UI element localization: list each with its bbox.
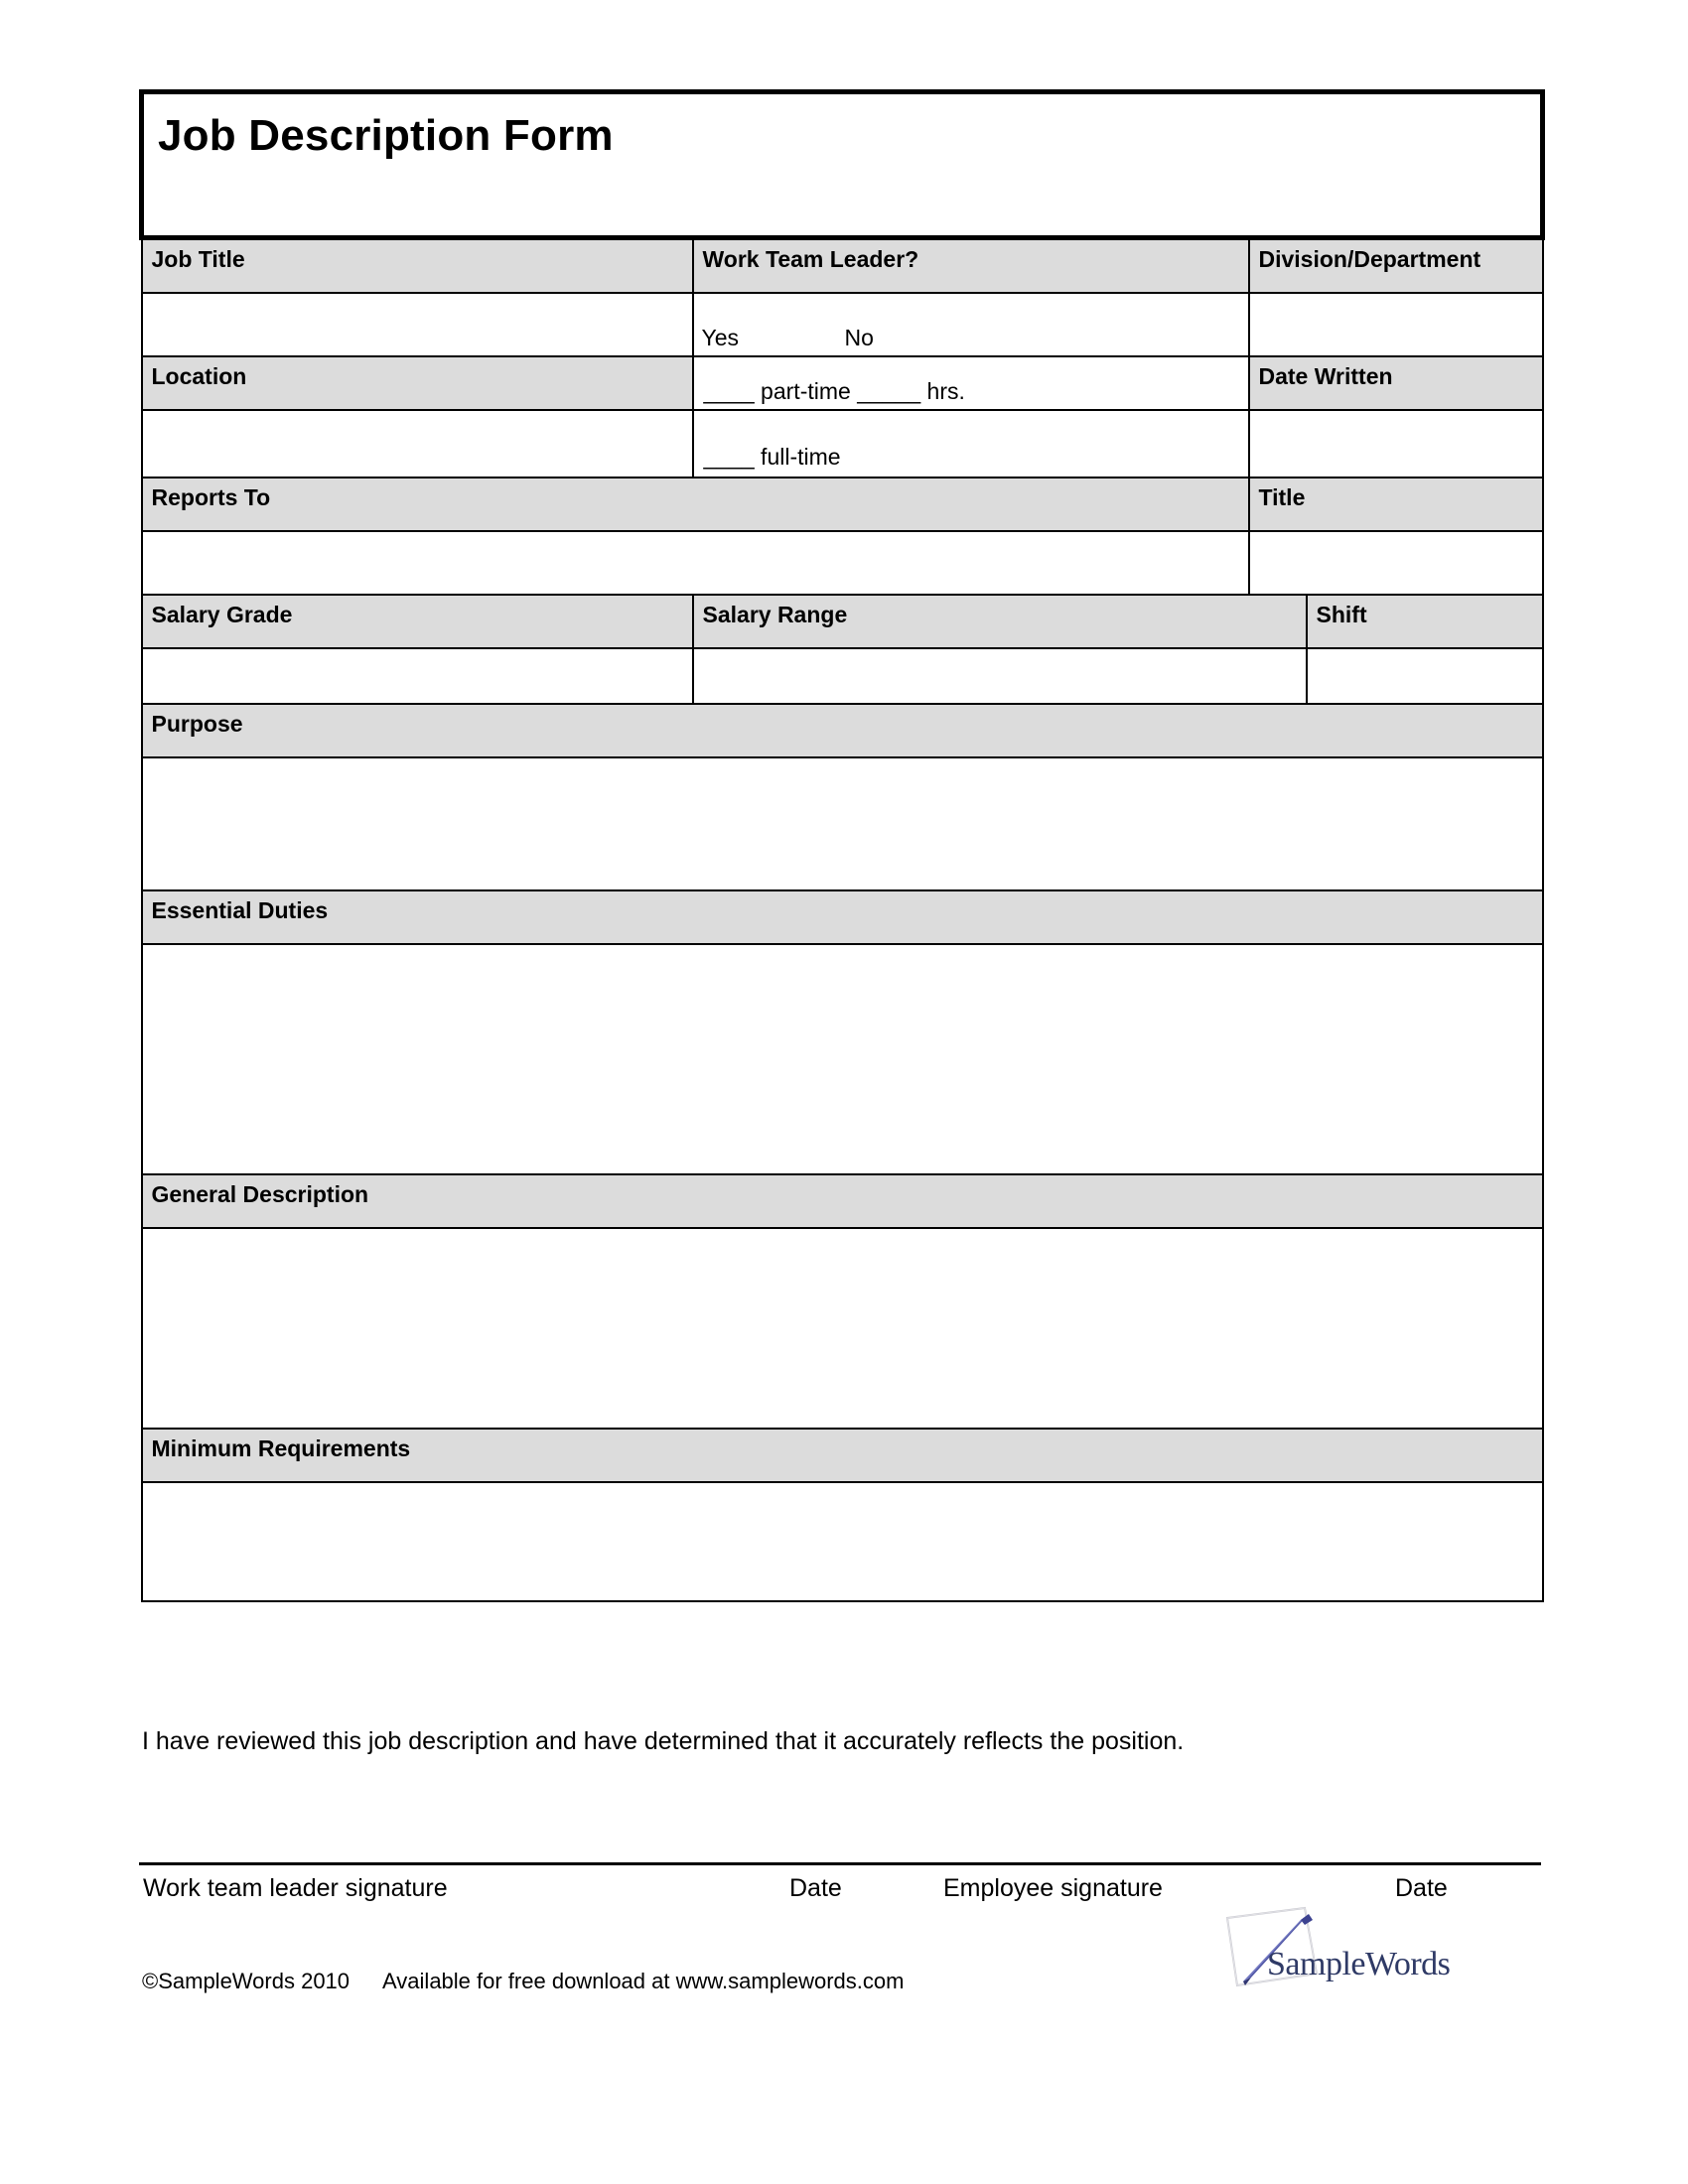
review-statement: I have reviewed this job description and have determined that it accurately reflects the position. (142, 1727, 1185, 1755)
form-title-cell (142, 92, 1543, 238)
full-time-line[interactable]: ____ full-time (703, 444, 841, 470)
form-row-input-reports-to (142, 531, 1543, 595)
form-row-input-general-description (142, 1228, 1543, 1429)
label-employee-signature: Employee signature (943, 1874, 1163, 1902)
footer-availability: Available for free download at www.samplewords.com (382, 1969, 905, 1993)
form-row-input-essential-duties (142, 944, 1543, 1174)
footer-copyright: ©SampleWords 2010 (142, 1969, 351, 1993)
page-title: Job Description Form (158, 111, 614, 160)
logo-wordmark: SampleWords (1267, 1946, 1451, 1982)
label-work-team-leader: Work Team Leader? (693, 238, 1249, 294)
label-essential-duties: Essential Duties (142, 890, 1543, 944)
input-location[interactable] (142, 410, 693, 478)
label-date-written: Date Written (1249, 356, 1543, 410)
label-date-2: Date (1395, 1874, 1448, 1902)
label-salary-grade: Salary Grade (142, 595, 693, 648)
samplewords-logo (1209, 1904, 1468, 1993)
label-date-1: Date (789, 1874, 842, 1902)
input-purpose[interactable] (142, 757, 1543, 890)
form-row-header-minimum-requirements (142, 1429, 1543, 1482)
input-general-description[interactable] (142, 1228, 1543, 1429)
form-row-header-reports-to (142, 478, 1543, 531)
label-general-description: General Description (142, 1174, 1543, 1228)
label-division-department: Division/Department (1249, 238, 1543, 294)
option-no[interactable]: No (844, 325, 874, 350)
job-description-form-table (139, 89, 1545, 1602)
label-title: Title (1249, 478, 1543, 531)
form-row-input-purpose (142, 757, 1543, 890)
input-salary-range[interactable] (693, 648, 1307, 704)
part-time-line[interactable]: ____ part-time _____ hrs. (703, 378, 965, 404)
input-minimum-requirements[interactable] (142, 1482, 1543, 1601)
form-row-input-minimum-requirements (142, 1482, 1543, 1601)
form-row-header-location (142, 356, 1543, 410)
form-row-input-location (142, 410, 1543, 478)
input-full-time[interactable] (693, 410, 1249, 478)
option-yes[interactable]: Yes (701, 325, 740, 350)
label-salary-range: Salary Range (693, 595, 1307, 648)
label-work-team-leader-signature: Work team leader signature (143, 1874, 448, 1902)
form-row-title (142, 92, 1543, 238)
input-work-team-leader-yes-no[interactable] (693, 293, 1249, 356)
form-row-input-jobtitle (142, 293, 1543, 356)
form-row-header-salary (142, 595, 1543, 648)
label-purpose: Purpose (142, 704, 1543, 757)
form-row-header-purpose (142, 704, 1543, 757)
input-title[interactable] (1249, 531, 1543, 595)
label-job-title: Job Title (142, 238, 693, 294)
signature-rule (139, 1862, 1541, 1865)
input-date-written[interactable] (1249, 410, 1543, 478)
form-row-header-jobtitle (142, 238, 1543, 294)
input-shift[interactable] (1307, 648, 1543, 704)
form-row-input-salary (142, 648, 1543, 704)
input-essential-duties[interactable] (142, 944, 1543, 1174)
input-job-title[interactable] (142, 293, 693, 356)
input-part-time[interactable] (693, 356, 1249, 410)
label-minimum-requirements: Minimum Requirements (142, 1429, 1543, 1482)
form-row-header-general-description (142, 1174, 1543, 1228)
input-salary-grade[interactable] (142, 648, 693, 704)
label-shift: Shift (1307, 595, 1543, 648)
input-division-department[interactable] (1249, 293, 1543, 356)
label-location: Location (142, 356, 693, 410)
label-reports-to: Reports To (142, 478, 1249, 531)
form-row-header-essential-duties (142, 890, 1543, 944)
footer-text (142, 1969, 904, 1994)
input-reports-to[interactable] (142, 531, 1249, 595)
